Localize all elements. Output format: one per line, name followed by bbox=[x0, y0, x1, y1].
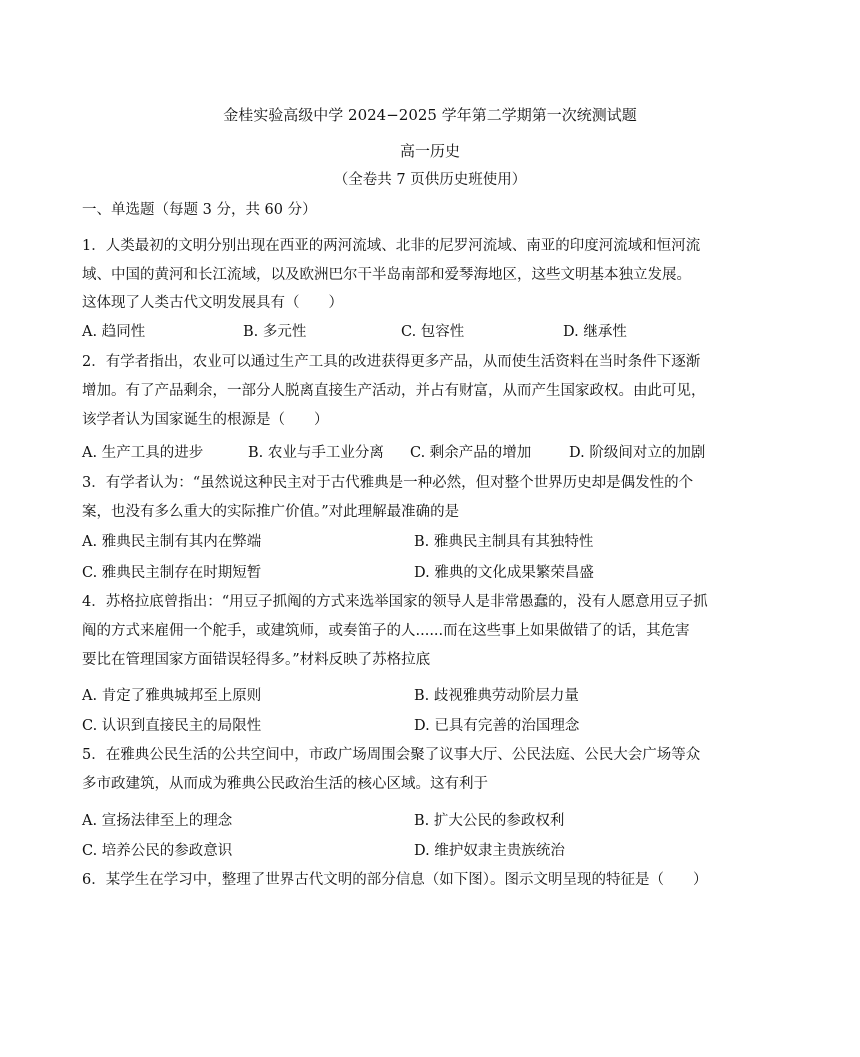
question-2-option-c[interactable]: C. 剩余产品的增加 bbox=[410, 445, 532, 461]
exam-subject: 高一历史 bbox=[399, 142, 460, 160]
question-6-line-1: 6．某学生在学习中，整理了世界古代文明的部分信息（如下图）。图示文明呈现的特征是（ ） bbox=[82, 872, 708, 888]
question-4-line-1: 4．苏格拉底曾指出：“用豆子抓阄的方式来选举国家的领导人是非常愚蠢的，没有人愿意用豆子抓 bbox=[82, 594, 708, 610]
question-3-option-d[interactable]: D. 雅典的文化成果繁荣昌盛 bbox=[414, 565, 594, 581]
question-1-line-3: 这体现了人类古代文明发展具有（ ） bbox=[82, 295, 343, 311]
section-heading: 一、单选题（每题 3 分，共 60 分） bbox=[82, 202, 317, 218]
question-2-line-3: 该学者认为国家诞生的根源是（ ） bbox=[82, 412, 329, 428]
question-3-line-2: 案，也没有多么重大的实际推广价值。”对此理解最准确的是 bbox=[82, 504, 460, 520]
question-1-line-2: 域、中国的黄河和长江流域，以及欧洲巴尔干半岛南部和爱琴海地区，这些文明基本独立发展。 bbox=[82, 267, 691, 283]
question-5-option-c[interactable]: C. 培养公民的参政意识 bbox=[82, 843, 233, 859]
question-2-line-2: 增加。有了产品剩余，一部分人脱离直接生产活动，并占有财富，从而产生国家政权。由此可见， bbox=[82, 383, 706, 399]
question-5-line-1: 5．在雅典公民生活的公共空间中，市政广场周围会聚了议事大厅、公民法庭、公民大会广场等众 bbox=[82, 747, 701, 763]
question-3-option-b[interactable]: B. 雅典民主制具有其独特性 bbox=[414, 534, 594, 550]
question-4-option-b[interactable]: B. 歧视雅典劳动阶层力量 bbox=[414, 688, 579, 704]
question-3-option-c[interactable]: C. 雅典民主制存在时期短暂 bbox=[82, 565, 262, 581]
question-2-option-d[interactable]: D. 阶级间对立的加剧 bbox=[569, 445, 706, 461]
question-4-line-3: 要比在管理国家方面错误轻得多。”材料反映了苏格拉底 bbox=[82, 652, 431, 668]
question-3-option-a[interactable]: A. 雅典民主制有其内在弊端 bbox=[82, 534, 262, 550]
question-1-option-b[interactable]: B. 多元性 bbox=[243, 324, 307, 340]
question-2-line-1: 2．有学者指出，农业可以通过生产工具的改进获得更多产品，从而使生活资料在当时条件下逐渐 bbox=[82, 354, 701, 370]
question-1-option-a[interactable]: A. 趋同性 bbox=[82, 324, 146, 340]
question-5-option-d[interactable]: D. 维护奴隶主贵族统治 bbox=[414, 843, 565, 859]
question-5-option-b[interactable]: B. 扩大公民的参政权利 bbox=[414, 813, 565, 829]
question-2-option-b[interactable]: B. 农业与手工业分离 bbox=[248, 445, 384, 461]
question-3-line-1: 3．有学者认为：“虽然说这种民主对于古代雅典是一种必然，但对整个世界历史却是偶发性的个 bbox=[82, 475, 694, 491]
question-4-line-2: 阄的方式来雇佣一个舵手，或建筑师，或奏笛子的人......而在这些事上如果做错了的话，其危害 bbox=[82, 623, 690, 639]
question-1-option-d[interactable]: D. 继承性 bbox=[563, 324, 627, 340]
question-5-option-a[interactable]: A. 宣扬法律至上的理念 bbox=[82, 813, 233, 829]
question-4-option-d[interactable]: D. 已具有完善的治国理念 bbox=[414, 718, 580, 734]
question-4-option-c[interactable]: C. 认识到直接民主的局限性 bbox=[82, 718, 262, 734]
question-1-option-c[interactable]: C. 包容性 bbox=[401, 324, 465, 340]
question-2-option-a[interactable]: A. 生产工具的进步 bbox=[82, 445, 204, 461]
question-4-option-a[interactable]: A. 肯定了雅典城邦至上原则 bbox=[82, 688, 262, 704]
exam-note: （全卷共 7 页供历史班使用） bbox=[333, 172, 527, 188]
exam-title: 金桂实验高级中学 2024−2025 学年第二学期第一次统测试题 bbox=[223, 106, 637, 124]
question-5-line-2: 多市政建筑，从而成为雅典公民政治生活的核心区域。这有利于 bbox=[82, 776, 488, 792]
question-1-line-1: 1．人类最初的文明分别出现在西亚的两河流域、北非的尼罗河流域、南亚的印度河流域和恒河流 bbox=[82, 238, 701, 254]
